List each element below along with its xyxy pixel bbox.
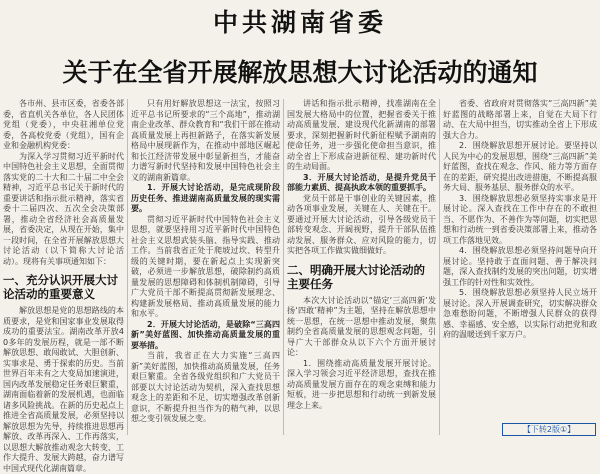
continued-on-page-2-label[interactable]: 【下转2版①】 [502,423,596,436]
section-heading-1: 一、充分认识开展大讨论活动的重要意义 [3,273,118,301]
paragraph: 3．围绕解放思想必须坚持实事求是开展讨论。深入查找在工作中存在的不敢担当、不愿作为、不善作为等问题，切实把思想和行动统一到省委决策部署上来，推动各项工作落地见效。 [443,193,597,245]
paragraph: 贯彻习近平新时代中国特色社会主义思想，就要坚持用习近平新时代中国特色社会主义思想武装头脑、指导实践、推动工作。当前我省正处于爬坡过坎、转型升级的关键时期，要在新起点上实现新突破，必须进一步解放思想，破除制约高质量发展的思想障碍和体制机制障碍，引导广大党员干部不断提高贯彻新发展理念、构建新发展格局、推动高质量发展的能力和水平。 [131,214,280,318]
headline-line1: 中共湖南省委 [212,8,387,37]
column-3 [287,99,436,439]
column-4 [443,99,597,439]
subsection-title: 2．开展大讨论活动，是破除“三高四新”美好蓝图、加快推动高质量发展的重要举措。 [131,319,280,350]
subsection-title: 3．开展大讨论活动，是提升党员干部能力素质、提高执政本领的重要抓手。 [287,172,436,192]
column-divider [283,99,284,435]
paragraph: 5．围绕解放思想必须坚持人民立场开展讨论。深入开展调查研究，切实解决群众急难愁盼问题，不断增强人民群众的获得感、幸福感、安全感，以实际行动把党和政府的温暖送到千家万户。 [443,288,597,339]
paragraph: 4．围绕解放思想必须坚持问题导向开展讨论。坚持敢于直面问题、善于解决问题，深入查找制约发展的突出问题，切实增强工作的针对性和实效性。 [443,246,597,287]
paragraph: 党员干部是干事创业的关键因素，推动各项事业发展，关键在人、关键在干。要通过开展大讨论活动，引导各级党员干部转变观念、开阔视野，提升干部队伍推动发展、服务群众、应对风险的能力，切实把各项工作做实做细做好。 [287,193,436,255]
headline-line2: 关于在全省开展解放思想大讨论活动的通知 [62,58,538,87]
paragraph: 省委、省政府对贯彻落实“三高四新”美好蓝图的战略部署上来，自觉在大局下行动、在大局中担当，切实推动全省上下形成强大合力。 [443,99,597,140]
column-divider [439,99,440,435]
paragraph: 本次大讨论活动以“锚定‘三高四新’发扬‘四敢’精神”为主题，坚持在解放思想中统一思想，在统一思想中推动发展，聚焦制约全省高质量发展的思想观念问题，引导广大干部群众从以下六个方面开展讨论： [287,295,436,357]
paragraph: 1．围绕推动高质量发展开展讨论。深入学习领会习近平经济思想，查找在推动高质量发展方面存在的观念束缚和能力短板，进一步把思想和行动统一到新发展理念上来。 [287,358,436,410]
paragraph: 讲话和指示批示精神，找准湖南在全国发展大格局中的位置，把握省委关于推动高质量发展、建设现代化新湖南的部署要求，深刻把握新时代新征程赋予湖南的使命任务，进一步强化使命担当意识，推动全省上下形成奋进新征程、建功新时代的生动局面。 [287,99,436,171]
paragraph: 只有用好解放思想这一法宝，按照习近平总书记所要求的“三个高地”，推动湖南企业改革、群众教育和“我们干部在推动高质量发展上再担新路子，在落实新发展格局中展现新作为，在推动中部地区崛起和长江经济带发展中彰显新担当，才能奋力谱写新时代坚持和发展中国特色社会主义的湖南新篇章。 [131,99,280,182]
paragraph: 2．围绕解放思想开展讨论。要坚持以人民为中心的发展思想，围绕“三高四新”美好蓝图，查找在观念、作风、能力等方面存在的差距，研究提出改进措施，不断提高服务大局、服务基层、服务群众的水平。 [443,141,597,192]
paragraph: 各市州、县市区委，省委各部委，省直机关各单位，各人民团体党组（党委），中央驻湘单位党委，各高校党委（党组），国有企业和金融机构党委： [3,99,124,150]
column-1 [3,99,124,473]
paragraph: 解放思想是党的思想路线的本质要求，是党和国家事业发展取得成功的重要法宝。湖南改革开放40多年的发展历程，就是一部不断解放思想、敢闯敢试、大胆创新、实事求是、勇于探索的历史。当前世界百年未有之大变局加速演进，国内改革发展稳定任务艰巨繁重，湖南面临着新的发展机遇，也面临诸多风险挑战。在新的历史起点上推进全省高质量发展，必须坚持以解放思想为先导，持续推进思想再解放、改革再深入、工作再落实，以思想大解放推动观念大转变、工作大提升、发展大跨越，奋力谱写中国式现代化湖南篇章。 [3,306,124,473]
paragraph: 当前，我省正在大力实施“三高四新”美好蓝图，加快推动高质量发展，任务艰巨繁重。全省各级党组织和广大党员干部要以大讨论活动为契机，深入查找思想观念上的差距和不足，切实增强改革创新意识，不断提升担当作为的精气神，以思想之变引领发展之变。 [131,351,280,423]
subsection-title: 1．开展大讨论活动，是完成现阶段历史任务、推进湖南高质量发展的现实需要。 [131,183,280,213]
paragraph: 为深入学习贯彻习近平新时代中国特色社会主义思想，全面贯彻落实党的二十大和二十届二中全会精神，习近平总书记关于新时代的重要讲话和指示批示精神，落实省委十二届四次、五次全会决策部署，推动全省经济社会高质量发展，省委决定，从现在开始，集中一段时间，在全省开展解放思想大讨论活动（以下简称大讨论活动）。现将有关事项通知如下： [3,151,124,266]
column-2 [131,99,280,439]
section-heading-2: 二、明确开展大讨论活动的主要任务 [287,262,425,291]
column-divider [127,99,128,435]
